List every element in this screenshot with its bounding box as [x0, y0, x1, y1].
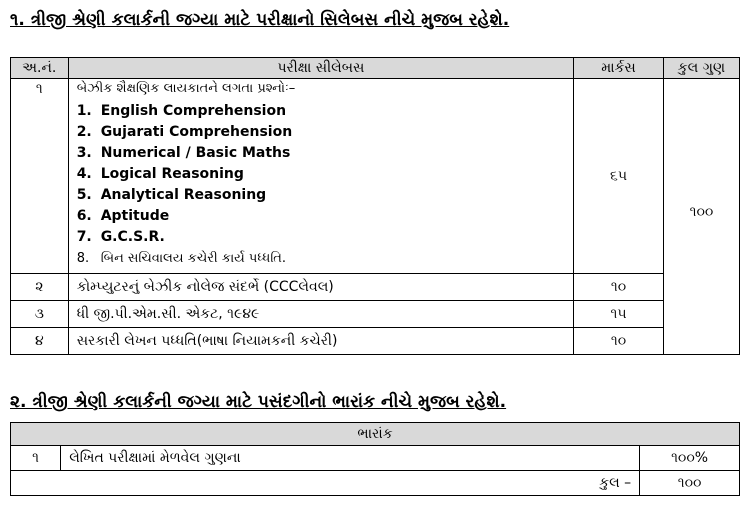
row2-serial-no: ૨	[11, 274, 69, 301]
total-value: ૧૦૦	[640, 471, 740, 496]
topic-text: English Comprehension	[100, 103, 287, 119]
topic-item	[77, 185, 565, 206]
row3-marks: ૧૫	[574, 301, 664, 328]
topic-number: 6.	[76, 208, 92, 224]
row4-syllabus: સરકારી લેખન પધ્ધતિ(ભાષા નિયામકની કચેરી)	[68, 328, 573, 355]
topic-text: Logical Reasoning	[100, 166, 244, 182]
topic-item	[77, 122, 565, 143]
row3-syllabus: ધી જી.પી.એમ.સી. એકટ, ૧૯૪૯	[68, 301, 573, 328]
weightage-row-1	[11, 446, 740, 471]
topic-item	[77, 143, 565, 164]
row1-syllabus	[68, 79, 573, 274]
syllabus-row-1	[11, 79, 740, 274]
syllabus-row-4	[11, 328, 740, 355]
topic-text: Gujarati Comprehension	[100, 124, 293, 140]
syllabus-topic-list	[77, 101, 565, 269]
topic-number: 4.	[76, 166, 92, 182]
header-total-marks: કુલ ગુણ	[663, 58, 739, 79]
row4-marks: ૧૦	[574, 328, 664, 355]
topic-number: 5.	[76, 187, 92, 203]
topic-item	[77, 164, 565, 185]
syllabus-table	[10, 57, 740, 355]
header-serial-no: અ.નં.	[11, 58, 69, 79]
topic-text: બિન સચિવાલય કચેરી કાર્ય પધ્ધતિ.	[100, 251, 287, 266]
syllabus-row-3	[11, 301, 740, 328]
row1-serial-no: ૧	[11, 79, 69, 274]
topic-item	[77, 227, 565, 248]
topic-item	[77, 101, 565, 122]
topic-number: 1.	[76, 103, 92, 119]
topic-item	[77, 248, 565, 269]
topic-text: Numerical / Basic Maths	[100, 145, 291, 161]
section2-heading: ૨. ત્રીજી શ્રેણી કલાર્કની જગ્યા માટે પસંદગીનો ભારાંક નીચે મુજબ રહેશે.	[10, 392, 507, 412]
topic-text: Aptitude	[100, 208, 170, 224]
topic-number: 3.	[76, 145, 92, 161]
weightage-header-row	[11, 423, 740, 446]
weightage-serial-no: ૧	[11, 446, 61, 471]
header-marks: માર્કસ	[574, 58, 664, 79]
weightage-total-row	[11, 471, 740, 496]
weightage-table	[10, 422, 740, 496]
header-syllabus: પરીક્ષા સીલેબસ	[68, 58, 573, 79]
topic-item	[77, 206, 565, 227]
weightage-value: ૧૦૦%	[640, 446, 740, 471]
row1-marks: ૬૫	[574, 79, 664, 274]
section1-heading: ૧. ત્રીજી શ્રેણી કલાર્કની જગ્યા માટે પરીક્ષાનો સિલેબસ નીચે મુજબ રહેશે.	[10, 10, 510, 30]
row1-intro: બેઝીક શૈક્ષણિક લાયકાતને લગતા પ્રશ્નોઃ–	[76, 81, 296, 96]
syllabus-header-row	[11, 58, 740, 79]
topic-number: 7.	[76, 229, 92, 245]
row3-serial-no: ૩	[11, 301, 69, 328]
syllabus-row-2	[11, 274, 740, 301]
topic-number: 2.	[76, 124, 92, 140]
topic-number: 8.	[76, 251, 90, 266]
row2-syllabus: કોમ્પ્યુટરનું બેઝીક નોલેજ સંદર્ભે (CCCલેવલ)	[68, 274, 573, 301]
topic-text: Analytical Reasoning	[100, 187, 267, 203]
row2-marks: ૧૦	[574, 274, 664, 301]
total-label: કુલ –	[11, 471, 640, 496]
weightage-description: લેખિત પરીક્ષામાં મેળવેલ ગુણના	[61, 446, 640, 471]
header-weightage: ભારાંક	[11, 423, 740, 446]
topic-text: G.C.S.R.	[100, 229, 165, 245]
row4-serial-no: ૪	[11, 328, 69, 355]
total-marks-cell: ૧૦૦	[663, 79, 739, 355]
